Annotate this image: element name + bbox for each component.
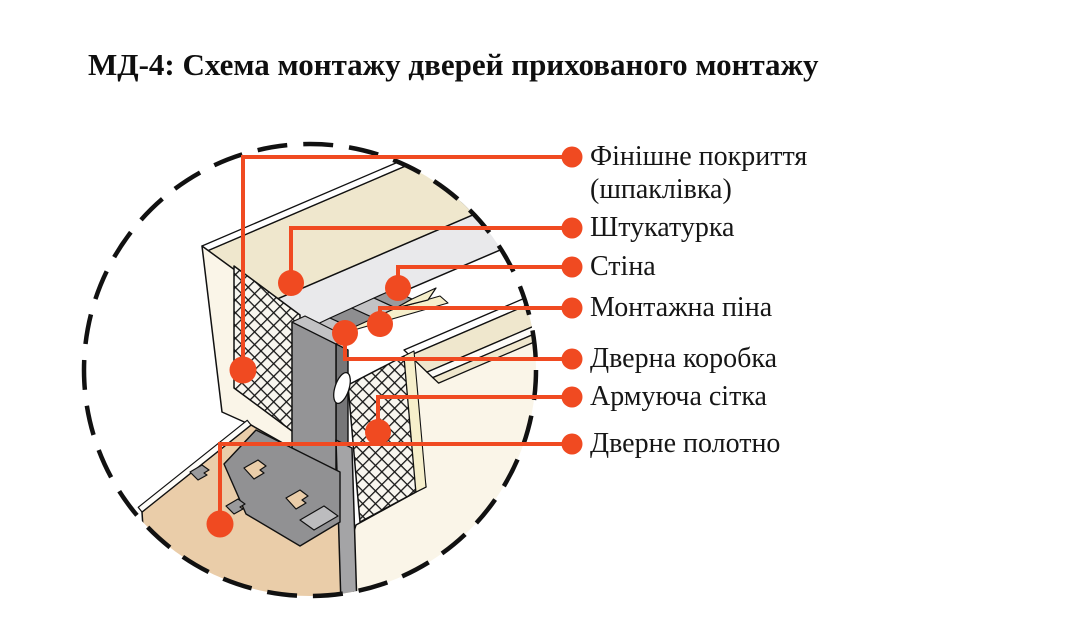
callout-label-plaster: Штукатурка — [590, 212, 735, 243]
dot-plaster — [278, 270, 304, 296]
label-dot-door-leaf — [562, 434, 583, 455]
dot-mounting-foam — [367, 311, 393, 337]
callout-label-reinforcing-mesh: Армуюча сітка — [590, 381, 767, 412]
dot-door-frame — [332, 320, 358, 346]
callout-label-mounting-foam: Монтажна піна — [590, 292, 773, 323]
label-dot-finish-coating — [562, 147, 583, 168]
dot-reinforcing-mesh — [365, 419, 391, 445]
dot-finish-coating — [230, 357, 257, 384]
dot-wall — [385, 275, 411, 301]
label-dot-wall — [562, 257, 583, 278]
label-dot-mounting-foam — [562, 298, 583, 319]
label-dot-door-frame — [562, 349, 583, 370]
callout-label-finish-coating: Фінішне покриття (шпаклівка) — [590, 141, 808, 205]
callout-label-door-leaf: Дверне полотно — [590, 428, 781, 459]
callout-label-door-frame: Дверна коробка — [590, 343, 778, 374]
page-title: МД-4: Схема монтажу дверей прихованого монтажу — [88, 47, 819, 82]
callout-label-wall: Стіна — [590, 251, 656, 282]
dot-door-leaf — [207, 511, 234, 538]
label-dot-plaster — [562, 218, 583, 239]
label-dot-reinforcing-mesh — [562, 387, 583, 408]
